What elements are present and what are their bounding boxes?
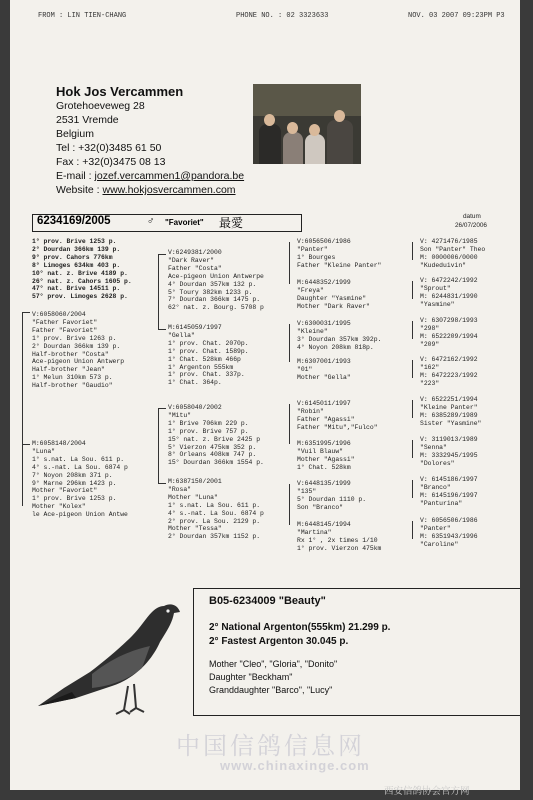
ped-line: "162" xyxy=(420,363,440,371)
ped-line: V: 6472242/1992 xyxy=(420,277,478,284)
ggp-entry xyxy=(297,320,381,352)
result-line: 57° prov. Limoges 2628 p. xyxy=(32,293,128,301)
ped-line: 1° Melun 310km 573 p. xyxy=(32,374,113,382)
mother-entry xyxy=(32,440,128,519)
ggp-entry xyxy=(297,440,355,472)
ped-line: Son "Branco" xyxy=(297,503,344,511)
ped-line: 1° prov. Brive 757 p. xyxy=(168,427,249,435)
ped-line: Daughter "Yasmine" xyxy=(297,294,367,302)
watermark-footer: 西安信鸽协会官方网 xyxy=(384,786,470,797)
beauty-info-box xyxy=(193,588,520,716)
ped-line: le Ace-pigeon Union Antwe xyxy=(32,511,128,519)
ped-line: "Vuil Blauw" xyxy=(297,447,344,455)
gp-mother-mother xyxy=(168,478,264,541)
fax-datetime: NOV. 03 2007 09:23PM P3 xyxy=(408,12,505,20)
ped-line: 4° s.-nat. La Sou. 6874 p xyxy=(32,463,128,471)
gggp-entry xyxy=(420,476,478,508)
ped-line: V: 6472162/1992 xyxy=(420,356,478,363)
ped-line: 1° prov. Chat. 2070p. xyxy=(168,339,249,347)
result-line: 8° Limoges 634km 403 p. xyxy=(32,261,121,269)
subject-name: "Favoriet" xyxy=(165,218,204,227)
gggp-entry xyxy=(420,277,478,309)
ped-line: V:6448135/1999 xyxy=(297,480,351,487)
ped-line: "Robin" xyxy=(297,407,324,415)
ped-line: "Yasmine" xyxy=(420,300,455,308)
ped-line: 7° Dourdan 366km 1475 p. xyxy=(168,296,261,304)
gggp-entry xyxy=(420,317,478,349)
ped-line: "Rosa" xyxy=(168,485,192,493)
ped-line: V:6249381/2000 xyxy=(168,249,222,256)
datum-label: datum xyxy=(463,213,481,220)
ped-line: 1° prov. Vierzon 475km xyxy=(297,544,382,552)
subject-sex: ♂ xyxy=(147,216,155,227)
ggp-entry xyxy=(297,238,381,270)
breeder-name: Hok Jos Vercammen xyxy=(56,84,184,99)
ped-line: V: 6307298/1993 xyxy=(420,317,478,324)
ped-line: V: 6522251/1994 xyxy=(420,396,478,403)
ped-line: Son "Panter" Theo xyxy=(420,245,486,253)
ped-line: "Mitu" xyxy=(168,411,192,419)
ped-line: M:6351995/1996 xyxy=(297,440,351,447)
ped-line: Ace-pigeon Union Antwerpe xyxy=(168,272,264,280)
result-line: 9° prov. Cahors 776km xyxy=(32,253,113,261)
ggp-entry xyxy=(297,279,370,311)
gp-father-mother xyxy=(168,324,249,387)
beauty-result-1: 2° National Argenton(555km) 21.299 p. xyxy=(209,622,391,633)
email-label: E-mail : xyxy=(56,170,95,182)
gggp-entry xyxy=(420,238,485,270)
ped-line: 4° Dourdan 357km 132 p. xyxy=(168,280,257,288)
ped-line: 5° Dourdan 1110 p. xyxy=(297,495,367,503)
ped-line: "Sprout" xyxy=(420,284,451,292)
result-line: 26° nat. z. Cahors 1605 p. xyxy=(32,277,132,285)
ped-line: 5° Toury 382km 1233 p. xyxy=(168,288,253,296)
ped-line: "Kleine" xyxy=(297,327,328,335)
ped-line: 2° prov. La Sou. 2129 p. xyxy=(168,517,261,525)
ped-line: "Branco" xyxy=(420,483,451,491)
ped-line: Half-brother "Gaudio" xyxy=(32,382,113,390)
ped-line: Sister "Yasmine" xyxy=(420,419,482,427)
breeder-fax: Fax : +32(0)3475 08 13 xyxy=(56,156,166,168)
ped-line: 5° Vierzon 475km 352 p. xyxy=(168,443,257,451)
watermark-url: www.chinaxinge.com xyxy=(220,758,370,773)
ped-line: V:6058040/2002 xyxy=(168,404,222,411)
ped-line: 1° Bourges xyxy=(297,253,336,261)
ped-line: "Panter" xyxy=(420,524,451,532)
ped-line: 1° Argenton 555km xyxy=(168,363,234,371)
ped-line: M: 6472223/1992 xyxy=(420,371,478,379)
ped-line: M:6448352/1999 xyxy=(297,279,351,286)
fax-phone: PHONE NO. : 02 3323633 xyxy=(236,12,329,20)
ggp-entry xyxy=(297,521,381,553)
ped-line: 15° Dourdan 366km 1554 p. xyxy=(168,459,264,467)
ggp-entry xyxy=(297,480,366,512)
ped-line: M: 6522209/1994 xyxy=(420,332,478,340)
ped-line: 1° Chat. 528km 466p xyxy=(168,355,241,363)
beauty-granddaughter: Granddaughter "Barco", "Lucy" xyxy=(209,685,333,695)
website-label: Website : xyxy=(56,184,103,196)
ped-line: Mother "Kolex" xyxy=(32,503,86,511)
ped-line: "Freya" xyxy=(297,286,324,294)
ped-line: "Panturina" xyxy=(420,499,463,507)
ggp-entry xyxy=(297,400,378,432)
ped-line: 2° Dourdan 357km 1152 p. xyxy=(168,533,261,541)
gggp-entry xyxy=(420,517,478,549)
breeder-photo xyxy=(253,84,361,164)
gggp-entry xyxy=(420,396,481,428)
ped-line: Father "Mitu","Fulco" xyxy=(297,423,378,431)
subject-handnote: 最愛 xyxy=(219,216,244,230)
ped-line: "Panter" xyxy=(297,245,328,253)
subject-ring: 6234169/2005 xyxy=(37,215,111,227)
breeder-street: Grotehoeveweg 28 xyxy=(56,100,145,112)
ped-line: "Luna" xyxy=(32,447,56,455)
ped-line: "Dark Raver" xyxy=(168,256,215,264)
beauty-title: B05-6234009 "Beauty" xyxy=(209,595,326,607)
ped-line: V: 6056506/1986 xyxy=(420,517,478,524)
ped-line: M: 6145196/1997 xyxy=(420,491,478,499)
ped-line: V: 4271476/1985 xyxy=(420,238,478,245)
ped-line: V: 6145186/1997 xyxy=(420,476,478,483)
ped-line: 2° Dourdan 366km 139 p. xyxy=(32,342,121,350)
ped-line: M:6387150/2001 xyxy=(168,478,222,485)
ped-line: V:6300031/1995 xyxy=(297,320,351,327)
website-link[interactable]: www.hokjosvercammen.com xyxy=(102,184,236,196)
result-line: 10° nat. z. Brive 4189 p. xyxy=(32,269,128,277)
ped-line: Half-brother "Jean" xyxy=(32,366,105,374)
breeder-header xyxy=(56,84,276,197)
watermark-cn: 中国信鸽信息网 xyxy=(176,732,365,760)
result-line: 1° prov. Brive 1253 p. xyxy=(32,238,117,245)
ped-line: "Senna" xyxy=(420,443,447,451)
ped-line: Ace-pigeon Union Antwerp xyxy=(32,358,125,366)
ped-line: 3° Dourdan 357km 392p. xyxy=(297,335,382,343)
ped-line: Half-brother "Costa" xyxy=(32,350,109,358)
ped-line: 1° Chat. 528km xyxy=(297,463,351,471)
ped-line: 9° Marne 296km 1423 p. xyxy=(32,479,117,487)
ped-line: M: 6244831/1990 xyxy=(420,292,478,300)
ped-line: 1° s.nat. La Sou. 611 p. xyxy=(32,455,125,463)
email-link[interactable]: jozef.vercammen1@pandora.be xyxy=(94,170,245,182)
ped-line: "Martina" xyxy=(297,528,332,536)
ped-line: V: 3119013/1989 xyxy=(420,436,478,443)
ped-line: 1° prov. Chat. 337p. xyxy=(168,371,245,379)
ped-line: V:6145011/1997 xyxy=(297,400,351,407)
ped-line: V:6058060/2004 xyxy=(32,311,86,318)
ped-line: Mother "Tessa" xyxy=(168,525,222,533)
ped-line: 8° Orleans 408km 747 p. xyxy=(168,451,257,459)
breeder-tel: Tel : +32(0)3485 61 50 xyxy=(56,142,162,154)
ped-line: "135" xyxy=(297,487,317,495)
breeder-website-line xyxy=(56,183,276,197)
ped-line: Father "Favoriet" xyxy=(32,326,98,334)
father-entry xyxy=(32,311,124,390)
breeder-email-line xyxy=(56,169,276,183)
ped-line: M: 0000006/0000 xyxy=(420,253,478,261)
ped-line: "Caroline" xyxy=(420,540,459,548)
ped-line: Mother "Gella" xyxy=(297,373,351,381)
beauty-result-2: 2° Fastest Argenton 30.045 p. xyxy=(209,636,349,647)
ped-line: Mother "Dark Raver" xyxy=(297,302,370,310)
ped-line: Father "Costa" xyxy=(168,264,222,272)
ped-line: M: 3332945/1995 xyxy=(420,451,478,459)
gp-mother-father xyxy=(168,404,264,467)
ped-line: "Dolores" xyxy=(420,459,455,467)
breeder-city: 2531 Vremde xyxy=(56,114,119,126)
gggp-entry xyxy=(420,436,478,468)
subject-title-box xyxy=(32,214,302,232)
ped-line: 62° nat. z. Bourg. 5708 p xyxy=(168,304,264,312)
ped-line: M:6145059/1997 xyxy=(168,324,222,331)
gggp-entry xyxy=(420,356,478,388)
ped-line: M: 6385289/1989 xyxy=(420,411,478,419)
ped-line: Mother "Favoriet" xyxy=(32,487,98,495)
ped-line: Rx 1° , 2x times 1/10 xyxy=(297,536,378,544)
ped-line: Father "Kleine Panter" xyxy=(297,261,382,269)
result-line: 47° nat. Brive 14511 p. xyxy=(32,285,121,293)
ped-line: 1° Chat. 364p. xyxy=(168,379,222,387)
ped-line: M:6448145/1994 xyxy=(297,521,351,528)
ped-line: 1° prov. Chat. 1589p. xyxy=(168,347,249,355)
ggp-entry xyxy=(297,358,351,382)
ped-line: "Kudeduivin" xyxy=(420,261,467,269)
ped-line: 4° s.-nat. La Sou. 6874 p xyxy=(168,509,264,517)
pigeon-illustration xyxy=(32,588,182,724)
fax-page xyxy=(10,0,520,790)
ped-line: "Kleine Panter" xyxy=(420,403,478,411)
ped-line: 4° Noyon 208km 818p. xyxy=(297,343,374,351)
ped-line: 1° s.nat. La Sou. 611 p. xyxy=(168,501,261,509)
ped-line: "223" xyxy=(420,379,440,387)
ped-line: "Gella" xyxy=(168,331,195,339)
subject-results xyxy=(32,238,132,301)
gp-father-father xyxy=(168,249,264,312)
result-line: 2° Dourdan 366km 139 p. xyxy=(32,245,121,253)
ped-line: "298" xyxy=(420,324,440,332)
ped-line: 15° nat. z. Brive 2425 p xyxy=(168,435,261,443)
ped-line: 1° prov. Brive 1253 p. xyxy=(32,495,117,503)
ped-line: M:6058148/2004 xyxy=(32,440,86,447)
fax-from: FROM : LIN TIEN-CHANG xyxy=(38,12,127,20)
ped-line: "01" xyxy=(297,365,313,373)
ped-line: Mother "Agassi" xyxy=(297,455,355,463)
beauty-daughter: Daughter "Beckham" xyxy=(209,672,293,682)
ped-line: M:6307001/1993 xyxy=(297,358,351,365)
breeder-country: Belgium xyxy=(56,128,94,140)
datum-value: 26/07/2006 xyxy=(455,222,487,229)
ped-line: M: 6351943/1996 xyxy=(420,532,478,540)
ped-line: Mother "Luna" xyxy=(168,493,218,501)
ped-line: "209" xyxy=(420,340,440,348)
ped-line: "Father Favoriet" xyxy=(32,318,98,326)
ped-line: Father "Agassi" xyxy=(297,415,355,423)
ped-line: 1° prov. Brive 1263 p. xyxy=(32,334,117,342)
ped-line: V:6056506/1986 xyxy=(297,238,351,245)
beauty-mother: Mother "Cleo", "Gloria", "Donito" xyxy=(209,659,338,669)
ped-line: 7° Noyon 208km 371 p. xyxy=(32,471,113,479)
ped-line: 1° Brive 706km 229 p. xyxy=(168,419,249,427)
